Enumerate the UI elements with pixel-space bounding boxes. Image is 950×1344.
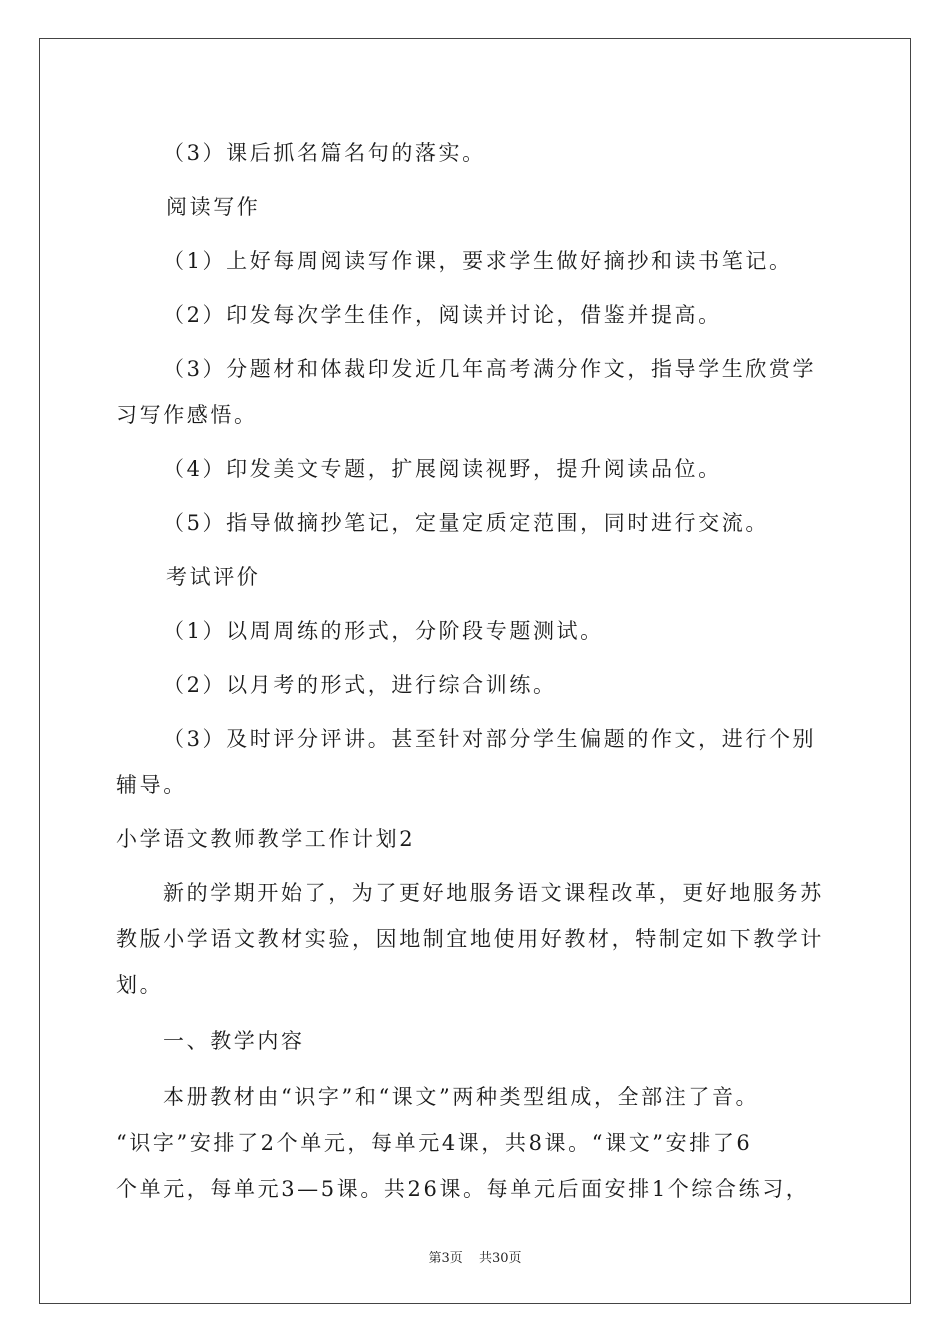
text-line: （5）指导做摘抄笔记，定量定质定范围，同时进行交流。 bbox=[163, 511, 769, 535]
text-line: （3）及时评分评讲。甚至针对部分学生偏题的作文，进行个别 bbox=[163, 727, 817, 751]
section-heading: 阅读写作 bbox=[166, 195, 261, 219]
section-heading: 考试评价 bbox=[166, 565, 261, 589]
page-total: 共30页 bbox=[478, 1251, 522, 1266]
page-number: 第3页 bbox=[428, 1251, 463, 1266]
text-line: （2）以月考的形式，进行综合训练。 bbox=[163, 673, 557, 697]
text-line: （3）分题材和体裁印发近几年高考满分作文，指导学生欣赏学 bbox=[163, 357, 817, 381]
text-line: （1）以周周练的形式，分阶段专题测试。 bbox=[163, 619, 604, 643]
text-line: 本册教材由“识字”和“课文”两种类型组成，全部注了音。 bbox=[163, 1085, 760, 1109]
text-line: “识字”安排了2个单元，每单元4课，共8课。“课文”安排了6 bbox=[116, 1131, 753, 1155]
section-heading: 一、教学内容 bbox=[163, 1029, 305, 1053]
text-line: （2）印发每次学生佳作，阅读并讨论，借鉴并提高。 bbox=[163, 303, 722, 327]
text-line: （4）印发美文专题，扩展阅读视野，提升阅读品位。 bbox=[163, 457, 722, 481]
text-line: （1）上好每周阅读写作课，要求学生做好摘抄和读书笔记。 bbox=[163, 249, 793, 273]
text-line: （3）课后抓名篇名句的落实。 bbox=[163, 141, 486, 165]
text-line: 辅导。 bbox=[116, 773, 187, 797]
text-line: 习写作感悟。 bbox=[116, 403, 258, 427]
document-title: 小学语文教师教学工作计划2 bbox=[116, 827, 416, 851]
text-line: 个单元，每单元3—5课。共26课。每单元后面安排1个综合练习， bbox=[116, 1177, 810, 1201]
page-footer bbox=[0, 1247, 950, 1266]
text-line: 教版小学语文教材实验，因地制宜地使用好教材，特制定如下教学计 bbox=[116, 927, 824, 951]
document-body bbox=[116, 130, 836, 1212]
text-line: 划。 bbox=[116, 973, 164, 997]
text-line: 新的学期开始了，为了更好地服务语文课程改革，更好地服务苏 bbox=[163, 881, 824, 905]
